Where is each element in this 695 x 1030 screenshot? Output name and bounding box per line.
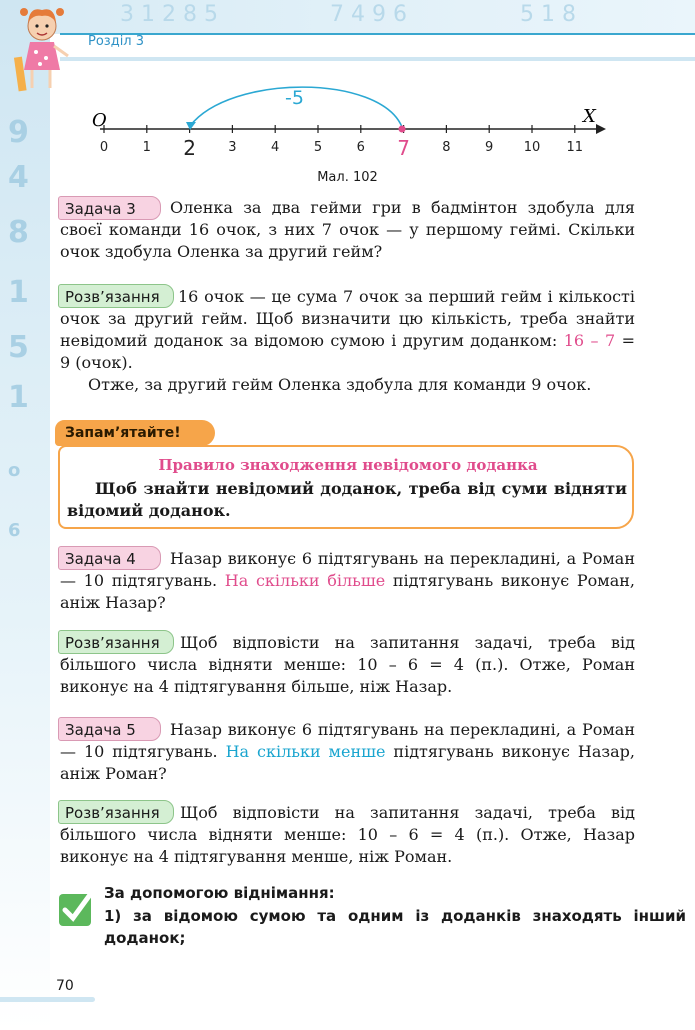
page-number: 70 <box>56 978 74 994</box>
task-3-body: Оленка за два гейми гри в бадмінтон здобула для своєї команди 16 очок, з них 7 очок — у першому геймі. Скільки очок здобула Оленка за другий гейм? <box>60 198 635 261</box>
jump-label: -5 <box>285 87 304 109</box>
task-5-label: Задача 5 <box>58 717 161 741</box>
tick-label: 7 <box>397 136 410 160</box>
section-bar <box>60 33 695 61</box>
tick-group <box>100 125 583 160</box>
start-point <box>399 126 406 133</box>
decorative-digit: o <box>8 460 21 481</box>
section-title: Розділ 3 <box>88 34 145 49</box>
tick-label: 6 <box>356 140 365 155</box>
task-5-body: Назар виконує 6 підтягувань на перекладині, а Роман — 10 підтягувань. <box>60 720 635 761</box>
axis-label: X <box>583 106 596 127</box>
task-5-text <box>60 719 635 785</box>
tick-label: 11 <box>566 140 584 155</box>
rule-title: Правило знаходження невідомого доданка <box>158 456 538 474</box>
checkmark-icon <box>58 888 96 928</box>
decorative-digits: 5 1 8 <box>520 2 576 27</box>
rule-text: Щоб знайти невідомий доданок, треба від суми відняти відомий доданок. <box>67 479 627 520</box>
solution-5-body: Щоб відповісти на запитання задачі, треба від більшого числа відняти менше: 10 – 6 = 4 (п.). Отже, Назар виконує на 4 підтягування менше, ніж Роман. <box>60 803 635 866</box>
decorative-digit: 8 <box>8 215 29 250</box>
solution-3-body: 16 очок — це сума 7 очок за перший гейм і кількості очок за другий гейм. Щоб визначити цю кількість, треба знайти невідомий доданок за відомою сумою і другим доданком: <box>60 287 635 350</box>
summary-item-1: 1) за відомою сумою та одним із доданків знаходять інший доданок; <box>104 907 686 947</box>
task-4-text <box>60 548 635 614</box>
tick-label: 3 <box>228 140 237 155</box>
rule-box <box>58 445 634 529</box>
solution-5-text <box>60 802 635 868</box>
task-4-question: підтягувань виконує Роман, аніж Назар? <box>60 571 636 612</box>
task-5-question: підтягувань виконує Назар, аніж Роман? <box>60 742 636 783</box>
tick-label: 9 <box>485 140 494 155</box>
solution-3-result: = 9 (очок). <box>60 331 635 372</box>
origin-label: O <box>92 110 107 131</box>
decorative-digit: 1 <box>8 380 29 415</box>
decorative-digit: 5 <box>8 330 29 365</box>
axis-arrow <box>596 124 606 134</box>
remember-label: Запам’ятайте! <box>55 420 215 446</box>
task-3-label: Задача 3 <box>58 196 161 220</box>
tick-label: 0 <box>99 140 109 155</box>
solution-3-label: Розв’язання <box>58 284 174 308</box>
summary-title: За допомогою віднімання: <box>104 884 335 902</box>
task-4-highlight: На скільки більше <box>224 571 386 590</box>
number-line-diagram <box>80 82 610 160</box>
tick-label: 2 <box>183 136 196 160</box>
task-4-body: Назар виконує 6 підтягувань на перекладині, а Роман — 10 підтягувань. <box>60 549 635 590</box>
tick-label: 10 <box>523 140 541 155</box>
tick-label: 5 <box>313 140 323 155</box>
tick-label: 8 <box>442 140 451 155</box>
decorative-digit: 4 <box>8 160 29 195</box>
header-band <box>0 0 695 34</box>
solution-3-conclusion: Отже, за другий гейм Оленка здобула для команди 9 очок. <box>88 375 592 394</box>
decorative-digit: 1 <box>8 275 29 310</box>
decorative-digit: 6 <box>8 520 21 541</box>
solution-4-label: Розв’язання <box>58 630 174 654</box>
decorative-digit: 9 <box>8 115 29 150</box>
solution-3-text <box>60 286 635 396</box>
task-5-highlight: На скільки менше <box>225 742 386 761</box>
solution-3-expression: 16 – 7 <box>563 331 616 350</box>
task-3-text <box>60 197 635 263</box>
cartoon-girl-illustration <box>10 2 72 92</box>
tick-label: 1 <box>142 140 151 155</box>
decorative-digits: 3 1 2 8 5 <box>120 2 218 27</box>
solution-4-text <box>60 632 635 698</box>
solution-5-label: Розв’язання <box>58 800 174 824</box>
decorative-digits: 7 4 9 6 <box>330 2 407 27</box>
page-band <box>0 997 95 1002</box>
figure-caption: Мал. 102 <box>317 170 378 185</box>
solution-4-body: Щоб відповісти на запитання задачі, треба від більшого числа відняти менше: 10 – 6 = 4 (п.). Отже, Роман виконує на 4 підтягування більше, ніж Назар. <box>60 633 635 696</box>
left-decorative-strip <box>0 0 50 1030</box>
tick-label: 4 <box>271 140 280 155</box>
task-4-label: Задача 4 <box>58 546 161 570</box>
